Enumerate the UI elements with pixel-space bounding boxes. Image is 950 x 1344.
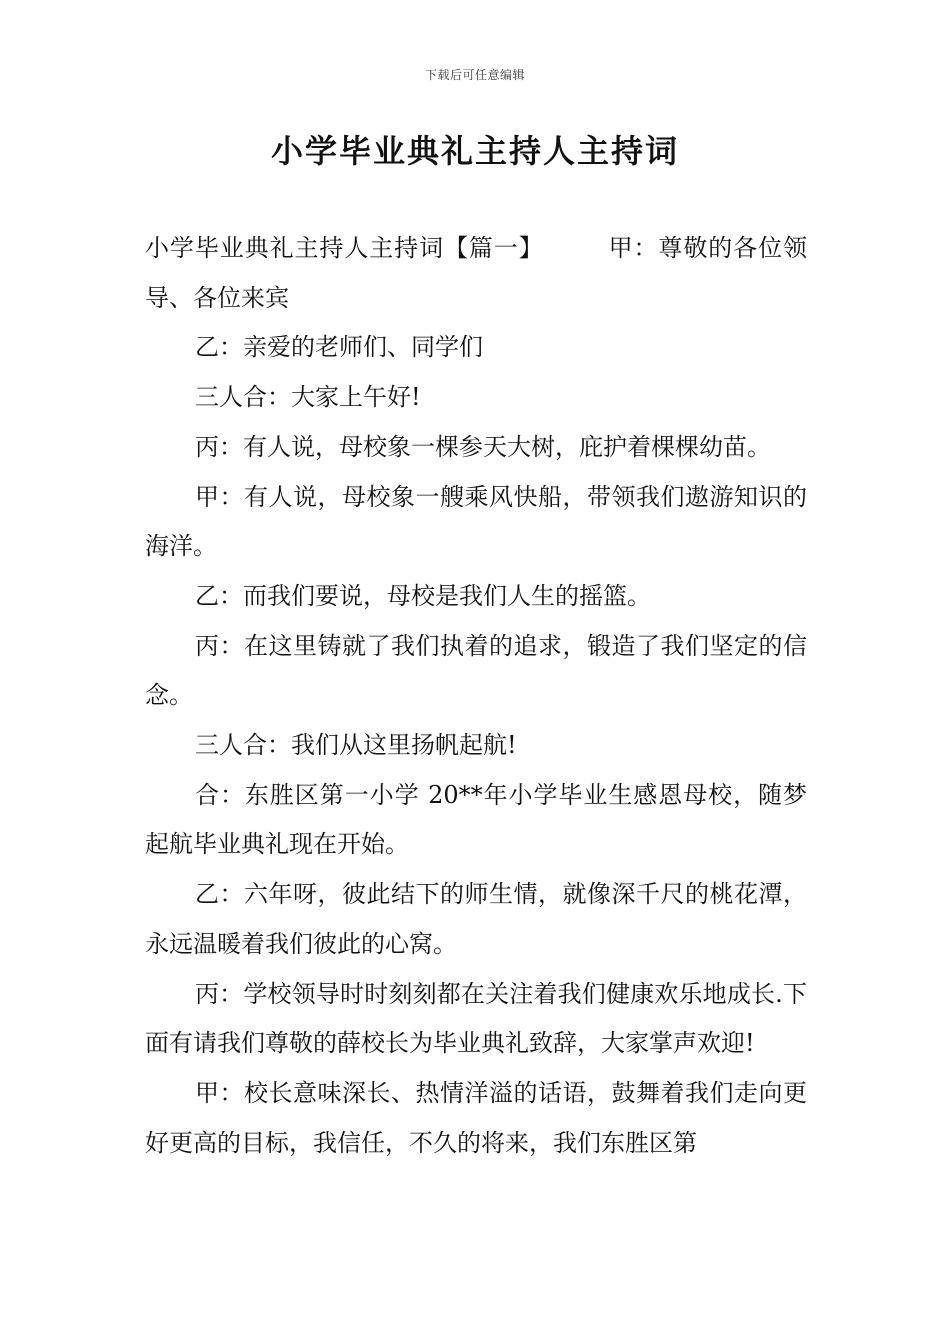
document-body (145, 224, 807, 1168)
paragraph: 丙：有人说，母校象一棵参天大树，庇护着棵棵幼苗。 (195, 432, 771, 461)
paragraph: 合：东胜区第一小学 20**年小学毕业生感恩母校，随梦起航毕业典礼现在开始。 (145, 780, 807, 859)
paragraph: 丙：学校领导时时刻刻都在关注着我们健康欢乐地成长.下面有请我们尊敬的薛校长为毕业典礼致辞，大家掌声欢迎! (145, 979, 807, 1058)
document-title: 小学毕业典礼主持人主持词 (270, 132, 679, 170)
paragraph: 甲：校长意味深长、热情洋溢的话语，鼓舞着我们走向更好更高的目标，我信任，不久的将来，我们东胜区第 (145, 1078, 807, 1157)
paragraph: 丙：在这里铸就了我们执着的追求，锻造了我们坚定的信念。 (145, 631, 807, 710)
paragraph: 甲：有人说，母校象一艘乘风快船，带领我们遨游知识的海洋。 (145, 482, 807, 561)
paragraph: 三人合：我们从这里扬帆起航! (195, 731, 517, 760)
paragraph-text: 甲：尊敬的各位领导、各位来宾 (145, 234, 808, 312)
paragraph: 三人合：大家上午好! (195, 383, 421, 412)
paragraph: 乙：六年呀，彼此结下的师生情，就像深千尺的桃花潭，永远温暖着我们彼此的心窝。 (145, 880, 807, 958)
paragraph-intro (145, 224, 807, 323)
header-note: 下载后可任意编辑 (424, 68, 525, 82)
paragraph: 乙：亲爱的老师们、同学们 (195, 333, 483, 362)
paragraph: 乙：而我们要说，母校是我们人生的摇篮。 (195, 581, 651, 610)
section-heading: 小学毕业典礼主持人主持词【篇一】 (145, 234, 544, 262)
